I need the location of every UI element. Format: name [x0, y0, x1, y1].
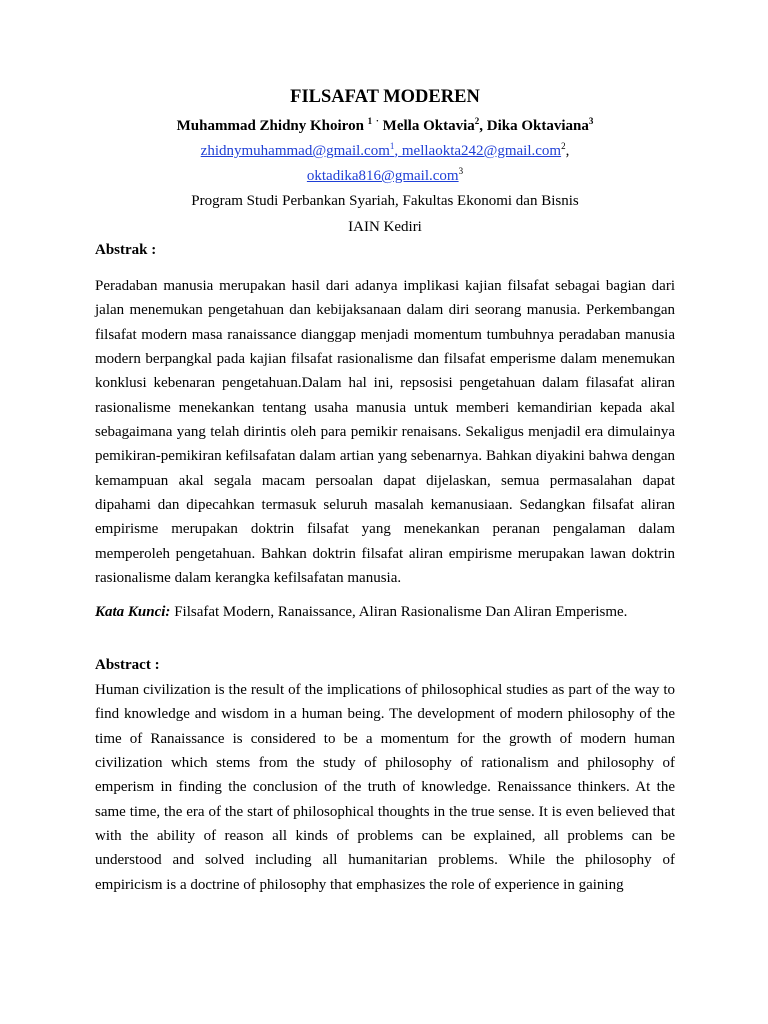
- abstrak-body: Peradaban manusia merupakan hasil dari adanya implikasi kajian filsafat sebagai bagian dari jalan menemukan pengetahuan dan kebijaksanaan dalam diri seorang manusia. Perkembangan filsafat modern masa ranaissance dianggap menjadi momentum tumbuhnya peradaban manusia modern berpangkal pada kajian filsafat rasionalisme dan filsafat emperisme dalam menemukan konklusi kebenaran pengetahuan.Dalam hal ini, repsosisi pengetahuan dalam filasafat aliran rasionalisme menekankan tentang usaha manusia untuk memberi kemandirian kepada akal sebagaimana yang telah dirintis oleh para pemikir renaisans. Sekaligus menjadil era dimulainya pemikiran-pemikiran kefilsafatan dalam artian yang sebenarnya. Bahkan diyakini bahwa dengan kemampuan akal segala macam persoalan dapat dijelaskan, semua permasalahan dapat dipahami dan dipecahkan termasuk seluruh masalah kemanusiaan. Sedangkan filsafat aliran empirisme merupakan doktrin filsafat yang menekankan peranan pengalaman dalam memperoleh pengetahuan. Bahkan doktrin filsafat aliran empirisme merupakan lawan doktrin rasionalisme dalam kerangka kefilsafatan manusia.: [95, 278, 675, 587]
- keywords-line: [95, 602, 675, 622]
- keywords-label: Kata Kunci:: [95, 604, 171, 620]
- email-affiliation-mark: 2: [561, 141, 566, 151]
- author-comma: ,: [479, 118, 483, 134]
- author-name: Mella Oktavia: [382, 118, 475, 134]
- author-separator: ·: [375, 116, 379, 126]
- keywords-text: Filsafat Modern, Ranaissance, Aliran Rasionalisme Dan Aliran Emperisme.: [170, 604, 628, 620]
- affiliation-program: Program Studi Perbankan Syariah, Fakultas Ekonomi dan Bisnis: [191, 193, 579, 209]
- author-name: Muhammad Zhidny Khoiron: [176, 118, 364, 134]
- author-list: [95, 116, 675, 136]
- author-affiliation-mark: 2: [474, 116, 480, 126]
- author-emails: [95, 141, 675, 161]
- abstract-body: Human civilization is the result of the implications of philosophical studies as part of the way to find knowledge and wisdom in a human being. The development of modern philosophy of the time of Ranaissance is considered to be a momentum for the growth of modern human civilization which stems from the study of philosophy of rationalism and philosophy of emperism in finding the conclusion of the truth of knowledge. Renaissance thinkers. At the same time, the era of the start of philosophical thoughts in the true sense. It is even believed that with the ability of reason all kinds of problems can be explained, all problems can be understood and solved including all humanitarian problems. While the philosophy of empiricism is a doctrine of philosophy that emphasizes the role of experience in gaining: [95, 682, 675, 893]
- author-emails-line-2: [95, 166, 675, 186]
- email-affiliation-mark: 3: [458, 166, 464, 176]
- author-name: Dika Oktaviana: [486, 118, 589, 134]
- abstrak-heading: Abstrak :: [95, 242, 157, 258]
- email-link[interactable]: oktadika816@gmail.com: [306, 168, 459, 184]
- paper-title: FILSAFAT MODEREN: [290, 87, 480, 107]
- author-affiliation-mark: 3: [588, 116, 594, 126]
- affiliation-institution: IAIN Kediri: [348, 219, 422, 235]
- abstract-heading: Abstract :: [95, 657, 160, 673]
- email-comma: ,: [565, 143, 570, 159]
- email-link[interactable]: zhidnymuhammad@gmail.com$^1$, mellaokta242@gmail.com: [200, 141, 562, 159]
- author-affiliation-mark: 1: [367, 116, 373, 126]
